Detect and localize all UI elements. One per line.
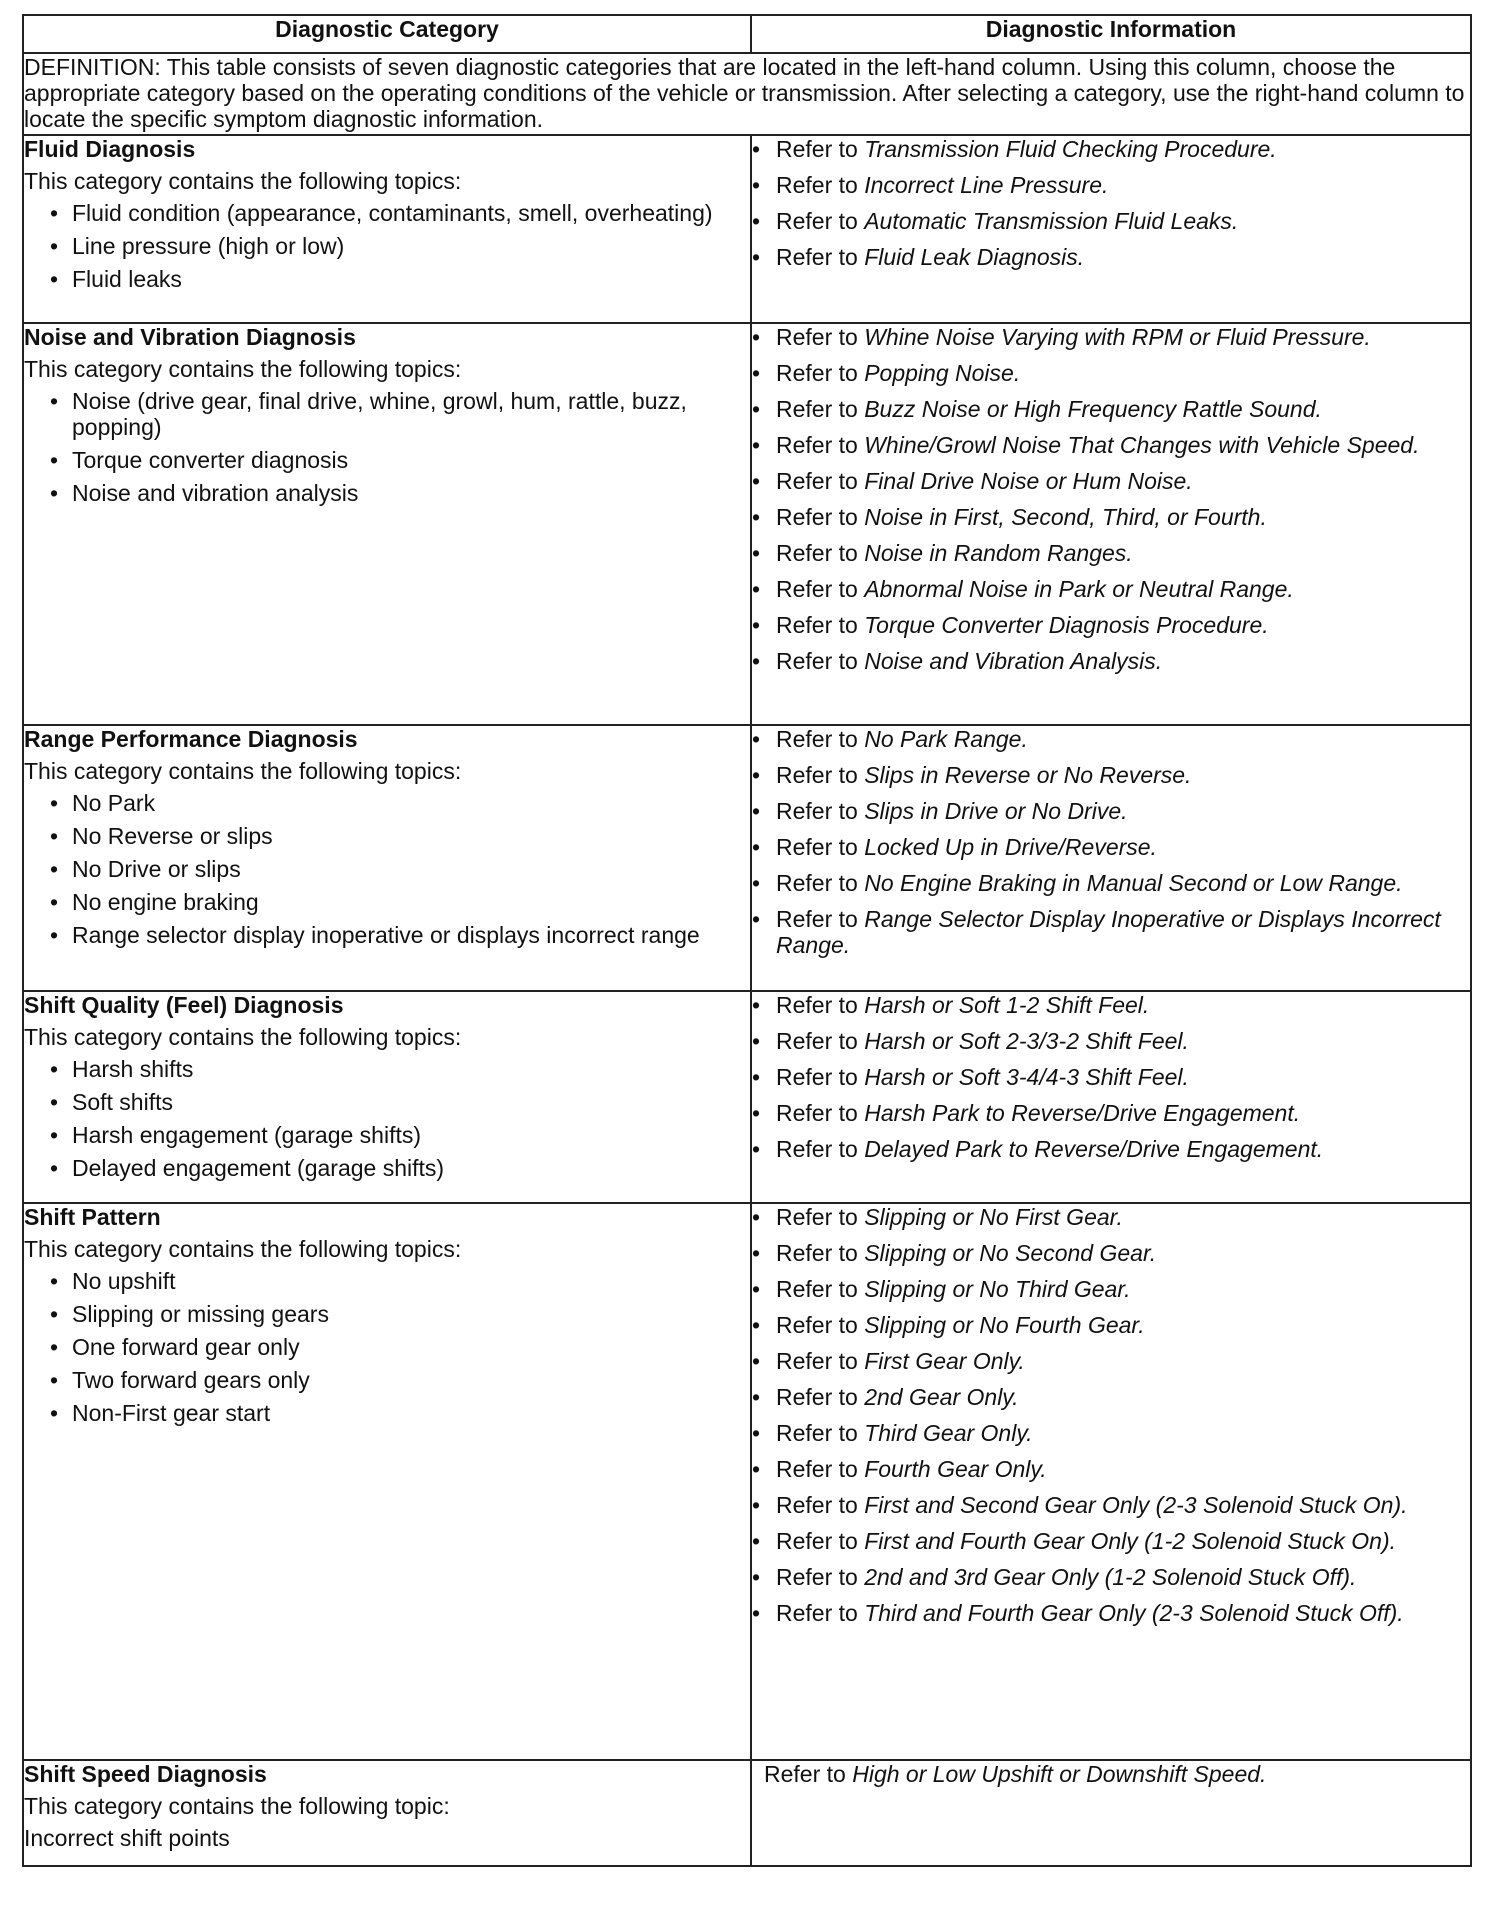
reference-link[interactable]: Automatic Transmission Fluid Leaks. xyxy=(864,208,1239,234)
category-cell xyxy=(23,1203,751,1760)
reference-item xyxy=(752,1064,1470,1090)
reference-link[interactable]: High or Low Upshift or Downshift Speed. xyxy=(852,1761,1267,1787)
reference-list xyxy=(752,136,1470,270)
diagnostic-table xyxy=(22,14,1472,1867)
refer-prefix: Refer to xyxy=(776,798,858,824)
reference-link[interactable]: Noise in Random Ranges. xyxy=(864,540,1133,566)
reference-item xyxy=(752,1600,1470,1626)
reference-item xyxy=(752,576,1470,602)
refer-prefix: Refer to xyxy=(776,992,858,1018)
refer-prefix: Refer to xyxy=(776,870,858,896)
reference-link[interactable]: Slipping or No Fourth Gear. xyxy=(864,1312,1145,1338)
topic-item: • No Drive or slips xyxy=(50,856,750,882)
refer-prefix: Refer to xyxy=(776,396,858,422)
reference-item xyxy=(764,1761,1470,1787)
reference-item xyxy=(752,1492,1470,1518)
category-intro: This category contains the following topics: xyxy=(24,1024,462,1050)
category-intro: This category contains the following topic: xyxy=(24,1793,450,1819)
reference-link[interactable]: Range Selector Display Inoperative or Displays Incorrect Range. xyxy=(776,906,1441,958)
reference-item xyxy=(752,468,1470,494)
reference-item xyxy=(752,1420,1470,1446)
table-row-shift-pattern xyxy=(23,1203,1471,1760)
reference-item xyxy=(752,540,1470,566)
reference-item xyxy=(752,762,1470,788)
table-row-fluid-diagnosis xyxy=(23,135,1471,323)
reference-link[interactable]: 2nd and 3rd Gear Only (1-2 Solenoid Stuck Off). xyxy=(864,1564,1357,1590)
category-cell xyxy=(23,991,751,1203)
category-title: Shift Speed Diagnosis xyxy=(24,1761,267,1787)
refer-prefix: Refer to xyxy=(776,1204,858,1230)
information-cell xyxy=(751,135,1471,323)
category-intro: This category contains the following topics: xyxy=(24,758,462,784)
topic-list xyxy=(24,200,750,292)
reference-item xyxy=(752,1312,1470,1338)
refer-prefix: Refer to xyxy=(776,1456,858,1482)
refer-prefix: Refer to xyxy=(776,324,858,350)
reference-item xyxy=(752,1456,1470,1482)
definition-text: DEFINITION: This table consists of seven diagnostic categories that are located in the left-hand column. Using this column, choose the appropriate category based on the operating conditions of the vehicle or transmission. After selecting a category, use the right-hand column to locate the specific symptom diagnostic information. xyxy=(23,53,1471,135)
reference-list xyxy=(752,324,1470,674)
reference-item xyxy=(752,726,1470,752)
refer-prefix: Refer to xyxy=(776,136,858,162)
category-intro: This category contains the following topics: xyxy=(24,168,462,194)
reference-item xyxy=(752,834,1470,860)
topic-item: • Two forward gears only xyxy=(50,1367,750,1393)
refer-prefix: Refer to xyxy=(776,648,858,674)
refer-prefix: Refer to xyxy=(776,1240,858,1266)
refer-prefix: Refer to xyxy=(776,504,858,530)
reference-item xyxy=(752,1564,1470,1590)
topic-item: • Delayed engagement (garage shifts) xyxy=(50,1155,750,1181)
topic-item: • No Reverse or slips xyxy=(50,823,750,849)
topic-item: • Soft shifts xyxy=(50,1089,750,1115)
header-row xyxy=(23,15,1471,53)
reference-item xyxy=(752,244,1470,270)
topic-item: • Line pressure (high or low) xyxy=(50,233,750,259)
reference-list xyxy=(752,726,1470,958)
reference-link[interactable]: Incorrect Line Pressure. xyxy=(864,172,1109,198)
information-cell xyxy=(751,991,1471,1203)
topic-item: • No engine braking xyxy=(50,889,750,915)
plain-topic: Incorrect shift points xyxy=(24,1825,230,1851)
topic-item: • Fluid leaks xyxy=(50,266,750,292)
reference-link[interactable]: Harsh or Soft 2-3/3-2 Shift Feel. xyxy=(864,1028,1189,1054)
refer-prefix: Refer to xyxy=(776,1384,858,1410)
topic-list xyxy=(24,790,750,948)
refer-prefix: Refer to xyxy=(776,1348,858,1374)
refer-prefix: Refer to xyxy=(776,834,858,860)
information-cell xyxy=(751,725,1471,991)
reference-item xyxy=(752,1276,1470,1302)
reference-link[interactable]: Slipping or No Third Gear. xyxy=(864,1276,1131,1302)
reference-item xyxy=(752,172,1470,198)
topic-item: • Slipping or missing gears xyxy=(50,1301,750,1327)
reference-link[interactable]: Third and Fourth Gear Only (2-3 Solenoid Stuck Off). xyxy=(864,1600,1404,1626)
topic-item: • Fluid condition (appearance, contaminants, smell, overheating) xyxy=(50,200,750,226)
topic-list xyxy=(24,388,750,506)
reference-link[interactable]: First and Second Gear Only (2-3 Solenoid Stuck On). xyxy=(864,1492,1408,1518)
reference-link[interactable]: Harsh or Soft 3-4/4-3 Shift Feel. xyxy=(864,1064,1189,1090)
category-title: Fluid Diagnosis xyxy=(24,136,196,162)
reference-link[interactable]: Whine/Growl Noise That Changes with Vehicle Speed. xyxy=(864,432,1420,458)
reference-link[interactable]: Abnormal Noise in Park or Neutral Range. xyxy=(864,576,1294,602)
reference-link[interactable]: 2nd Gear Only. xyxy=(864,1384,1019,1410)
refer-prefix: Refer to xyxy=(776,1136,858,1162)
information-cell xyxy=(751,1760,1471,1866)
category-cell xyxy=(23,725,751,991)
category-title: Noise and Vibration Diagnosis xyxy=(24,324,356,350)
topic-item: • Harsh shifts xyxy=(50,1056,750,1082)
topic-item: • Noise and vibration analysis xyxy=(50,480,750,506)
refer-prefix: Refer to xyxy=(776,172,858,198)
reference-item xyxy=(752,870,1470,896)
reference-link[interactable]: Delayed Park to Reverse/Drive Engagement. xyxy=(864,1136,1324,1162)
reference-item xyxy=(752,1136,1470,1162)
reference-list xyxy=(752,992,1470,1162)
reference-item xyxy=(752,136,1470,162)
category-intro: This category contains the following topics: xyxy=(24,1236,462,1262)
reference-item xyxy=(752,1100,1470,1126)
refer-prefix: Refer to xyxy=(776,1420,858,1446)
reference-item xyxy=(752,1384,1470,1410)
information-cell xyxy=(751,1203,1471,1760)
refer-prefix: Refer to xyxy=(776,1600,858,1626)
topic-item: • Non-First gear start xyxy=(50,1400,750,1426)
header-diagnostic-category: Diagnostic Category xyxy=(23,15,751,53)
refer-prefix: Refer to xyxy=(776,360,858,386)
reference-link[interactable]: Locked Up in Drive/Reverse. xyxy=(864,834,1157,860)
reference-link[interactable]: Slips in Drive or No Drive. xyxy=(864,798,1128,824)
refer-prefix: Refer to xyxy=(776,1312,858,1338)
reference-link[interactable]: Transmission Fluid Checking Procedure. xyxy=(864,136,1277,162)
refer-prefix: Refer to xyxy=(764,1761,846,1787)
category-title: Range Performance Diagnosis xyxy=(24,726,358,752)
category-cell xyxy=(23,1760,751,1866)
refer-prefix: Refer to xyxy=(776,1528,858,1554)
category-cell xyxy=(23,135,751,323)
refer-prefix: Refer to xyxy=(776,1100,858,1126)
topic-item: • Noise (drive gear, final drive, whine, growl, hum, rattle, buzz, popping) xyxy=(50,388,750,440)
reference-item xyxy=(752,360,1470,386)
reference-link[interactable]: Whine Noise Varying with RPM or Fluid Pressure. xyxy=(864,324,1371,350)
reference-link[interactable]: Third Gear Only. xyxy=(864,1420,1033,1446)
table-row-range-performance-diagnosis xyxy=(23,725,1471,991)
refer-prefix: Refer to xyxy=(776,1276,858,1302)
reference-link[interactable]: Buzz Noise or High Frequency Rattle Sound. xyxy=(864,396,1322,422)
reference-item xyxy=(752,1028,1470,1054)
topic-item: • Harsh engagement (garage shifts) xyxy=(50,1122,750,1148)
refer-prefix: Refer to xyxy=(776,1492,858,1518)
reference-link[interactable]: Slipping or No First Gear. xyxy=(864,1204,1123,1230)
refer-prefix: Refer to xyxy=(776,1028,858,1054)
reference-link[interactable]: Fluid Leak Diagnosis. xyxy=(864,244,1085,270)
refer-prefix: Refer to xyxy=(776,208,858,234)
refer-prefix: Refer to xyxy=(776,1564,858,1590)
topic-list xyxy=(24,1268,750,1426)
topic-item: • One forward gear only xyxy=(50,1334,750,1360)
reference-item xyxy=(752,396,1470,422)
refer-prefix: Refer to xyxy=(776,726,858,752)
reference-link[interactable]: Slipping or No Second Gear. xyxy=(864,1240,1157,1266)
reference-link[interactable]: Torque Converter Diagnosis Procedure. xyxy=(864,612,1269,638)
reference-item xyxy=(752,432,1470,458)
reference-link[interactable]: No Park Range. xyxy=(864,726,1028,752)
refer-prefix: Refer to xyxy=(776,468,858,494)
refer-prefix: Refer to xyxy=(776,906,858,932)
category-cell xyxy=(23,323,751,725)
reference-link[interactable]: Harsh or Soft 1-2 Shift Feel. xyxy=(864,992,1150,1018)
table-row-shift-quality-diagnosis xyxy=(23,991,1471,1203)
reference-link[interactable]: Slips in Reverse or No Reverse. xyxy=(864,762,1192,788)
reference-item xyxy=(752,504,1470,530)
table-row-noise-vibration-diagnosis xyxy=(23,323,1471,725)
reference-item xyxy=(752,798,1470,824)
category-title: Shift Quality (Feel) Diagnosis xyxy=(24,992,344,1018)
reference-list xyxy=(752,1204,1470,1626)
topic-item: • Range selector display inoperative or displays incorrect range xyxy=(50,922,750,948)
reference-link[interactable]: Final Drive Noise or Hum Noise. xyxy=(864,468,1193,494)
table-row-shift-speed-diagnosis xyxy=(23,1760,1471,1866)
refer-prefix: Refer to xyxy=(776,432,858,458)
refer-prefix: Refer to xyxy=(776,244,858,270)
reference-link[interactable]: Fourth Gear Only. xyxy=(864,1456,1047,1482)
topic-item: • No upshift xyxy=(50,1268,750,1294)
reference-item xyxy=(752,1240,1470,1266)
refer-prefix: Refer to xyxy=(776,762,858,788)
topic-list xyxy=(24,1056,750,1181)
refer-prefix: Refer to xyxy=(776,576,858,602)
reference-item xyxy=(752,1528,1470,1554)
reference-item xyxy=(752,906,1470,958)
reference-item xyxy=(752,324,1470,350)
reference-link[interactable]: Noise in First, Second, Third, or Fourth. xyxy=(864,504,1267,530)
definition-row xyxy=(23,53,1471,135)
refer-prefix: Refer to xyxy=(776,612,858,638)
reference-item xyxy=(752,992,1470,1018)
reference-link[interactable]: First Gear Only. xyxy=(864,1348,1025,1374)
reference-item xyxy=(752,648,1470,674)
reference-item xyxy=(752,1204,1470,1230)
category-title: Shift Pattern xyxy=(24,1204,161,1230)
information-cell xyxy=(751,323,1471,725)
reference-item xyxy=(752,1348,1470,1374)
header-diagnostic-information: Diagnostic Information xyxy=(751,15,1471,53)
reference-item xyxy=(752,208,1470,234)
reference-link[interactable]: First and Fourth Gear Only (1-2 Solenoid Stuck On). xyxy=(864,1528,1396,1554)
reference-link[interactable]: Noise and Vibration Analysis. xyxy=(864,648,1163,674)
topic-item: • Torque converter diagnosis xyxy=(50,447,750,473)
category-intro: This category contains the following topics: xyxy=(24,356,462,382)
reference-link[interactable]: No Engine Braking in Manual Second or Low Range. xyxy=(864,870,1403,896)
topic-item: • No Park xyxy=(50,790,750,816)
refer-prefix: Refer to xyxy=(776,540,858,566)
refer-prefix: Refer to xyxy=(776,1064,858,1090)
reference-item xyxy=(752,612,1470,638)
reference-link[interactable]: Popping Noise. xyxy=(864,360,1021,386)
reference-link[interactable]: Harsh Park to Reverse/Drive Engagement. xyxy=(864,1100,1301,1126)
